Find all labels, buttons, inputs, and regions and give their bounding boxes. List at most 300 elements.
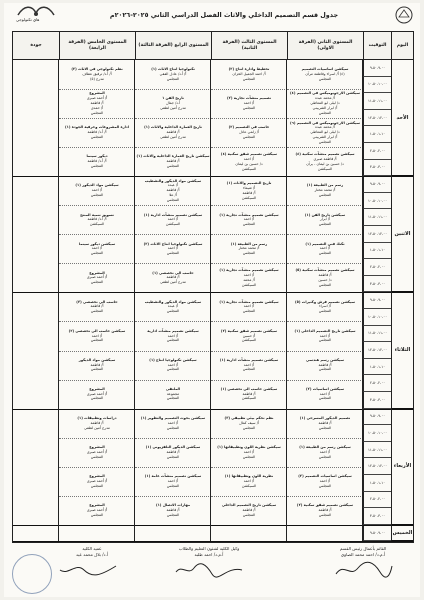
session-detail: المجلس <box>242 512 256 517</box>
class-session <box>287 380 363 409</box>
session-title: المشروع <box>89 444 105 449</box>
session-detail: أ/ احمد <box>91 333 103 338</box>
time-slot: ١٢،٠٠-١٢،٥٠ <box>363 226 391 243</box>
session-detail: أ/ فاطمة <box>242 507 256 512</box>
header-level-3: المستوى الثالث (الفرقة الثانية) <box>211 32 287 60</box>
handwritten-signature-dean <box>58 560 118 580</box>
session-title: سيكشن تصميم منشآت سكنية (٥) <box>295 268 355 273</box>
session-detail: المجلس <box>90 367 104 372</box>
session-title: رسم من الطبيعة (١) <box>306 183 344 188</box>
day-divider <box>13 525 413 526</box>
session-title: سيكشن تاريخ التصميم الداخلي <box>221 503 277 507</box>
class-session <box>211 467 287 496</box>
session-detail: المجلس <box>318 396 332 401</box>
session-detail: المجلس <box>90 164 104 169</box>
session-divider <box>135 321 211 322</box>
session-title: تاريخ العمارة الداخلية والاثاث (١) <box>144 125 202 130</box>
session-detail: أ/ فاطمة <box>242 190 256 195</box>
session-detail: أ/ محمد <box>243 277 255 282</box>
session-detail: أ/ زلمي عادل <box>239 130 259 135</box>
session-detail: المجلس <box>242 425 256 430</box>
session-detail: المجلس <box>166 164 180 169</box>
session-detail: أ/ أحمد صبري <box>86 96 108 101</box>
session-detail: السيكشن <box>241 396 257 401</box>
session-title: ديكور سينما <box>86 154 108 159</box>
session-divider <box>211 263 287 264</box>
time-slot: ١،١٠-١،٥٠ <box>363 126 391 143</box>
session-divider <box>211 351 287 352</box>
class-session <box>59 176 135 205</box>
class-session <box>211 438 287 467</box>
session-detail: أ/ احمد <box>243 156 255 161</box>
handwritten-signature-vice <box>174 560 244 580</box>
class-session <box>135 147 211 176</box>
class-session <box>287 234 363 263</box>
session-detail: المجلس <box>166 197 180 202</box>
session-title: سيكشن الارجونوميكس في التصميم (٤) <box>289 91 361 96</box>
header-level-5: المستوى الخامس (الفرقة الرابعة) <box>59 32 135 60</box>
session-title: سيكشن مواد الديكور <box>78 357 116 362</box>
session-detail: أ/ سيف كمال <box>239 420 259 425</box>
session-detail: أ.د/ جمال <box>165 101 181 106</box>
session-title: رسم من الطبيعة (١) <box>230 241 268 246</box>
signature-dept-head <box>318 546 408 558</box>
day-wed: الأربعاء <box>391 409 413 525</box>
day-divider <box>13 541 413 542</box>
session-divider <box>211 438 287 439</box>
session-detail: مدرج أمين لطفي <box>160 280 186 285</box>
session-detail: أ/ حمدي <box>90 105 104 110</box>
session-title: حاسب الي تخصصي (١) <box>152 270 194 275</box>
column-divider <box>58 60 59 541</box>
class-session <box>287 60 363 89</box>
session-title: سيكشن نظرية اللون وتطبيقاتها (١) <box>217 444 281 449</box>
session-title: نظرية اللون وتطبيقاتها (١) <box>224 473 274 478</box>
signatures-footer <box>12 546 414 596</box>
session-detail: المجلس <box>242 105 256 110</box>
class-session <box>135 176 211 205</box>
session-detail: السيكشن <box>241 282 257 287</box>
time-slot: ٣،٠٠-٣،٥٠ <box>363 392 391 409</box>
session-detail: أ/ احمد <box>319 449 331 454</box>
column-divider <box>286 60 287 541</box>
class-session <box>211 409 287 438</box>
session-detail: المجلس <box>166 367 180 372</box>
session-detail: أ/ احمد <box>167 246 179 251</box>
session-title: سيكشن تصميم منشآت ادارية (١) <box>219 357 279 362</box>
header-day: اليوم <box>391 32 413 60</box>
session-detail: السيكشن <box>89 222 105 227</box>
class-session <box>59 467 135 496</box>
session-detail: أ/ احمد <box>91 246 103 251</box>
session-detail: المجلس <box>242 367 256 372</box>
session-divider <box>211 89 287 90</box>
time-slot: ١٠،٠٠-١٠،٥٠ <box>363 193 391 210</box>
class-session <box>287 438 363 467</box>
session-detail: أ/ محمد عبده <box>315 96 335 101</box>
session-divider <box>287 438 363 439</box>
handwritten-signature-dept <box>334 560 394 580</box>
session-detail: السيكشن <box>165 222 181 227</box>
session-title: المشروع <box>89 503 105 507</box>
class-session <box>59 118 135 147</box>
session-detail: أ/ علا <box>169 193 177 198</box>
session-detail: أ/ شيماء <box>242 185 256 190</box>
session-title: سيكشن حاسب الي تخصصي (١) <box>220 386 278 391</box>
day-tue: الثلاثاء <box>391 292 413 408</box>
column-divider <box>210 60 211 541</box>
session-title: نظم تكنولوجي في الاثاث (٢) <box>71 67 123 72</box>
class-session <box>59 409 135 438</box>
session-detail: المجلس <box>90 251 104 256</box>
session-detail: أ/ احمد <box>243 304 255 309</box>
session-detail: د/ حسين <box>318 277 332 282</box>
session-detail: أ/ فاطمة <box>318 273 332 278</box>
class-session <box>287 118 363 147</box>
session-title: تاريخ الفن ١ <box>162 96 184 101</box>
time-slot: ١،١٠-١،٥٠ <box>363 359 391 376</box>
session-detail: أ/ فاطمة <box>90 420 104 425</box>
class-session <box>135 234 211 263</box>
session-detail: المجلس <box>90 135 104 140</box>
session-divider <box>135 234 211 235</box>
schedule-table <box>12 31 414 543</box>
session-divider <box>59 467 135 468</box>
session-title: سيكشن تاريخ التصميم الداخلي (١) <box>294 328 356 333</box>
time-slot: ٩،٠٠-٩،٥٠ <box>363 525 391 542</box>
session-detail: أ/ أ.د/ فاطمة <box>87 130 107 135</box>
session-divider <box>287 205 363 206</box>
session-title: سيكشن ديكور سينما <box>78 241 116 246</box>
session-detail: المجلس <box>90 338 104 343</box>
session-detail: المجلس <box>242 251 256 256</box>
session-divider <box>287 118 363 119</box>
time-slot: ١٢،٠٠-١٢،٥٠ <box>363 110 391 127</box>
session-detail: المجلس <box>318 454 332 459</box>
session-divider <box>287 380 363 381</box>
session-detail: أ/ أ.د/ فاطمة <box>87 217 107 222</box>
time-slot: ١٠،٠٠-١٠،٥٠ <box>363 425 391 442</box>
schedule-page <box>4 3 420 597</box>
session-title: المشروع <box>89 270 105 275</box>
session-detail: د/ ليلى ابو المعاطي <box>310 101 340 106</box>
time-slot: ٩،٠٠-٩،٥٠ <box>363 409 391 426</box>
time-slot: ١٢،٠٠-١٢،٥٠ <box>363 342 391 359</box>
page-title: جدول قسم التصميم الداخلي والاثاث الفصل الدراسي الثاني ٢٠٢٥-٢٠٢٦م <box>109 11 339 19</box>
session-detail: المجلس <box>318 512 332 517</box>
session-title: سيكشن تكنولوجيا انتاج (١) <box>149 357 197 362</box>
time-slot: ١١،٠٠-١١،٥٠ <box>363 326 391 343</box>
session-divider <box>135 380 211 381</box>
class-session <box>59 89 135 118</box>
session-title: سيكشن تصميم منشآت تجارية (١) <box>219 299 279 304</box>
session-detail: أ/ احمد <box>243 217 255 222</box>
session-detail: المجلس <box>166 396 180 401</box>
session-detail: أ/ محمد مختار <box>238 246 260 251</box>
session-title: دراسات وتطبيقات (١) <box>77 415 117 420</box>
session-detail: أ/ محمد مختار <box>314 188 336 193</box>
session-title: حاسب في التصميم (٢) <box>228 125 270 130</box>
class-session <box>59 292 135 321</box>
session-title: تصميم الديكور المسرحي (١) <box>299 415 351 420</box>
class-session <box>59 263 135 292</box>
session-detail: المجلس <box>318 425 332 430</box>
session-detail: مدرج أمين لطفي <box>160 105 186 110</box>
sig-head-name: أ.د/ بلال محمد عيد <box>76 551 108 557</box>
class-session <box>211 147 287 176</box>
session-detail: المجلس <box>318 282 332 287</box>
class-session <box>287 467 363 496</box>
column-divider <box>134 60 135 541</box>
class-session <box>211 292 287 321</box>
session-detail: أ/ فاطمة <box>318 362 332 367</box>
session-detail: أ/ فاطمة <box>242 391 256 396</box>
session-detail: المجلس <box>166 309 180 314</box>
session-detail: أ/ فاطمة <box>90 304 104 309</box>
session-detail: أ/ فاطمة <box>318 507 332 512</box>
time-slot: ١٢،٠٠-١٢،٥٠ <box>363 458 391 475</box>
session-detail: المجلس <box>90 193 104 198</box>
session-detail: أ/ احمد <box>167 333 179 338</box>
session-detail: أ/ عبده <box>167 183 179 188</box>
class-session <box>59 205 135 234</box>
session-detail: المجلس <box>166 512 180 517</box>
class-session <box>287 176 363 205</box>
session-detail: أ/ احمد <box>167 420 179 425</box>
class-session <box>211 60 287 89</box>
session-detail: أ/ فاطمة <box>166 188 180 193</box>
session-detail: المجلس <box>318 251 332 256</box>
class-session <box>211 234 287 263</box>
session-divider <box>135 205 211 206</box>
session-divider <box>135 147 211 148</box>
class-session <box>287 496 363 525</box>
session-detail: المجلس <box>166 76 180 81</box>
session-detail: المجلس <box>166 483 180 488</box>
session-detail: أ/ محمد عبده <box>315 125 335 130</box>
session-detail: أ/ فاطمة <box>166 449 180 454</box>
logo-text: هاي تكنولوجي <box>16 17 40 22</box>
class-session <box>211 118 287 147</box>
session-detail: أ/ فاطمة <box>90 101 104 106</box>
session-detail: السيكشن <box>241 338 257 343</box>
class-session <box>287 263 363 292</box>
session-detail: المجلس <box>318 139 332 144</box>
session-detail: المجلس <box>90 309 104 314</box>
session-detail: المجلس <box>90 280 104 285</box>
session-title: سيكشن تصميم شقق سكنية (٢) <box>296 503 354 507</box>
session-detail: أ/ احمد <box>167 478 179 483</box>
session-divider <box>59 205 135 206</box>
day-sun: الأحد <box>391 60 413 176</box>
session-divider <box>59 496 135 497</box>
session-detail: أ/ أحمد صبري <box>86 449 108 454</box>
session-detail: أ/ احمد <box>91 188 103 193</box>
session-detail: المجلس <box>166 454 180 459</box>
time-slot: ٢،٠٠-٢،٥٠ <box>363 259 391 276</box>
session-divider <box>211 496 287 497</box>
session-divider <box>287 496 363 497</box>
time-slot: ١١،٠٠-١١،٥٠ <box>363 209 391 226</box>
session-detail: المجلس <box>318 76 332 81</box>
class-session <box>287 321 363 350</box>
signature-vice-dean <box>154 546 264 558</box>
session-detail: أ/ أحمد صبري <box>86 478 108 483</box>
session-title: سيكشن تصميم شقق سكنية (٤) <box>220 151 278 156</box>
class-session <box>135 60 211 89</box>
class-session <box>287 147 363 176</box>
session-title: المشروع <box>89 386 105 391</box>
session-detail: أ/ أحمد صبري <box>86 507 108 512</box>
session-title: سيكشن اساسيات التصميم <box>301 67 349 72</box>
session-title: سيكشن مواد الديكور والتشطيب <box>144 299 202 304</box>
class-session <box>135 351 211 380</box>
session-detail: المجلس <box>318 309 332 314</box>
session-detail: أ/ فاطمة صبري <box>313 156 337 161</box>
session-detail: أ/ فاطمة <box>318 420 332 425</box>
time-slot: ٩،٠٠-٩،٥٠ <box>363 292 391 309</box>
session-detail: أ/ فاطمة <box>90 362 104 367</box>
session-title: سيكشن تصميم منشآت ادارية <box>147 328 199 333</box>
session-detail: أ/ احمد الجميل الخزان <box>232 72 266 77</box>
session-title: سيكشن بحوث التصميم والتطوير (١) <box>140 415 206 420</box>
session-title: سيكشن رسم هندسي <box>305 357 345 362</box>
header-level-2: المستوى الثاني (الفرقة الاولى) <box>287 32 363 60</box>
time-slot: ١٠،٠٠-١٠،٥٠ <box>363 309 391 326</box>
header-notes: جودة <box>30 43 42 49</box>
session-title: سيكشن تصميم منشآت عامة (١) <box>144 473 202 478</box>
signature-dean <box>52 546 132 558</box>
session-title: سيكشن اساسيات (٢) <box>305 386 345 391</box>
session-detail: السيكشن <box>241 483 257 488</box>
header-level-4: المستوى الرابع (الفرقة الثالثة) <box>135 32 211 60</box>
class-session <box>59 321 135 350</box>
session-detail: السيكشن <box>317 166 333 171</box>
session-divider <box>59 438 135 439</box>
session-detail: أ/ حسين <box>242 333 256 338</box>
session-detail: المجلس <box>90 512 104 517</box>
session-title: تصميم منشآت تجارية (٢) <box>226 96 272 101</box>
session-title: تسويق تنمية المنتج <box>80 212 114 217</box>
session-detail: أ/ احمد <box>243 362 255 367</box>
session-divider <box>211 205 287 206</box>
session-divider <box>59 234 135 235</box>
sig-dept-name: أ.م.د/ احمد محمد الصاوي <box>340 551 386 557</box>
session-divider <box>135 438 211 439</box>
class-session <box>59 380 135 409</box>
session-detail: المجلس <box>318 110 332 115</box>
session-detail: أ/ أ.د/ فاطمة <box>87 159 107 164</box>
class-session <box>211 321 287 350</box>
session-detail: المجلس <box>318 222 332 227</box>
session-detail: أ/ احمد <box>167 217 179 222</box>
class-session <box>211 205 287 234</box>
session-divider <box>59 147 135 148</box>
session-title: سيكشن الديكور التلفزيوني (١) <box>145 444 201 449</box>
session-divider <box>211 118 287 119</box>
session-detail: أ/ احمد <box>243 449 255 454</box>
session-detail: د/ ليلى ابو المعاطي <box>310 130 340 135</box>
session-detail: أ/ عبده <box>167 304 179 309</box>
class-session <box>135 292 211 321</box>
class-session <box>59 496 135 525</box>
session-detail: أ/ فاطمة <box>166 507 180 512</box>
session-title: ادارة المشروعات وحرفية الجودة (١) <box>65 125 129 130</box>
class-session <box>287 351 363 380</box>
session-detail: مدرج (٥) <box>90 76 104 81</box>
class-session <box>135 467 211 496</box>
class-session <box>135 409 211 438</box>
session-detail: المجلس <box>166 338 180 343</box>
session-detail: السيكشن <box>241 195 257 200</box>
session-title: سيكشن تاريخ العمارة الداخلية والاثاث (١) <box>136 154 210 159</box>
session-title: سيكشن حاسب الي تخصصي (٢) <box>68 328 126 333</box>
class-session <box>287 292 363 321</box>
session-detail: المجلس <box>242 222 256 227</box>
session-detail: المجلس <box>318 367 332 372</box>
class-session <box>135 89 211 118</box>
session-divider <box>287 467 363 468</box>
column-divider <box>362 60 363 541</box>
session-title: سيكشن رسم من الطبيعة (١) <box>299 444 351 449</box>
class-session <box>135 205 211 234</box>
session-detail: أ/ احمد <box>319 333 331 338</box>
class-session <box>211 496 287 525</box>
session-detail: المجلس <box>318 483 332 488</box>
session-detail: المجلس <box>242 309 256 314</box>
session-title: سيكشن مواد الديكور والتشطيب <box>144 178 202 183</box>
session-divider <box>135 496 211 497</box>
session-title: تخطيط وادارة انتاج (٢) <box>228 67 270 72</box>
session-detail: أ/ فاطمة <box>166 275 180 280</box>
official-stamp <box>12 554 52 594</box>
session-divider <box>135 467 211 468</box>
session-detail: أ/ أ.د/ ترفيق عطاف <box>82 72 112 77</box>
session-divider <box>287 234 363 235</box>
session-title: سيكشن تكنولوجيا انتاج الاثاث (٢) <box>143 241 203 246</box>
session-detail: أ/ ابرار الشربيني <box>312 105 338 110</box>
session-divider <box>135 118 211 119</box>
session-detail: المجلس <box>90 483 104 488</box>
class-session <box>211 263 287 292</box>
session-title: مهارات الاتصال (١) <box>155 503 191 507</box>
session-divider <box>287 263 363 264</box>
class-session <box>59 438 135 467</box>
session-detail: المجلس <box>318 338 332 343</box>
session-detail: مجموعة <box>166 391 180 396</box>
session-detail: المجلس <box>242 76 256 81</box>
session-detail: مدرج أمين لطفي <box>160 135 186 140</box>
session-detail: أ/ احمد <box>167 362 179 367</box>
class-session <box>211 380 287 409</box>
page-header <box>4 3 420 31</box>
session-title: سيكشن تصميم شقق سكنية (٢) <box>220 328 278 333</box>
session-detail: المجلس <box>166 251 180 256</box>
session-detail: المجلس <box>242 454 256 459</box>
time-slot: ٣،٠٠-٣،٥٠ <box>363 276 391 293</box>
session-title: سيكشن تصميم منشآت سكنية (٤) <box>295 151 355 156</box>
time-slot: ١،١٠-١،٥٠ <box>363 475 391 492</box>
class-session <box>287 89 363 118</box>
session-divider <box>59 321 135 322</box>
sig-vice-title: وكيل الكلية لشئون التعليم والطلاب <box>178 546 240 551</box>
session-detail: أ/ ابرار الشربيني <box>312 135 338 140</box>
session-detail: أ/ فاطمة <box>166 130 180 135</box>
session-detail: المجلس <box>90 110 104 115</box>
session-title: سيكشن مواد الديكور (١) <box>75 183 119 188</box>
session-title: حاسب الي تخصصي (٣) <box>76 299 118 304</box>
session-divider <box>211 380 287 381</box>
